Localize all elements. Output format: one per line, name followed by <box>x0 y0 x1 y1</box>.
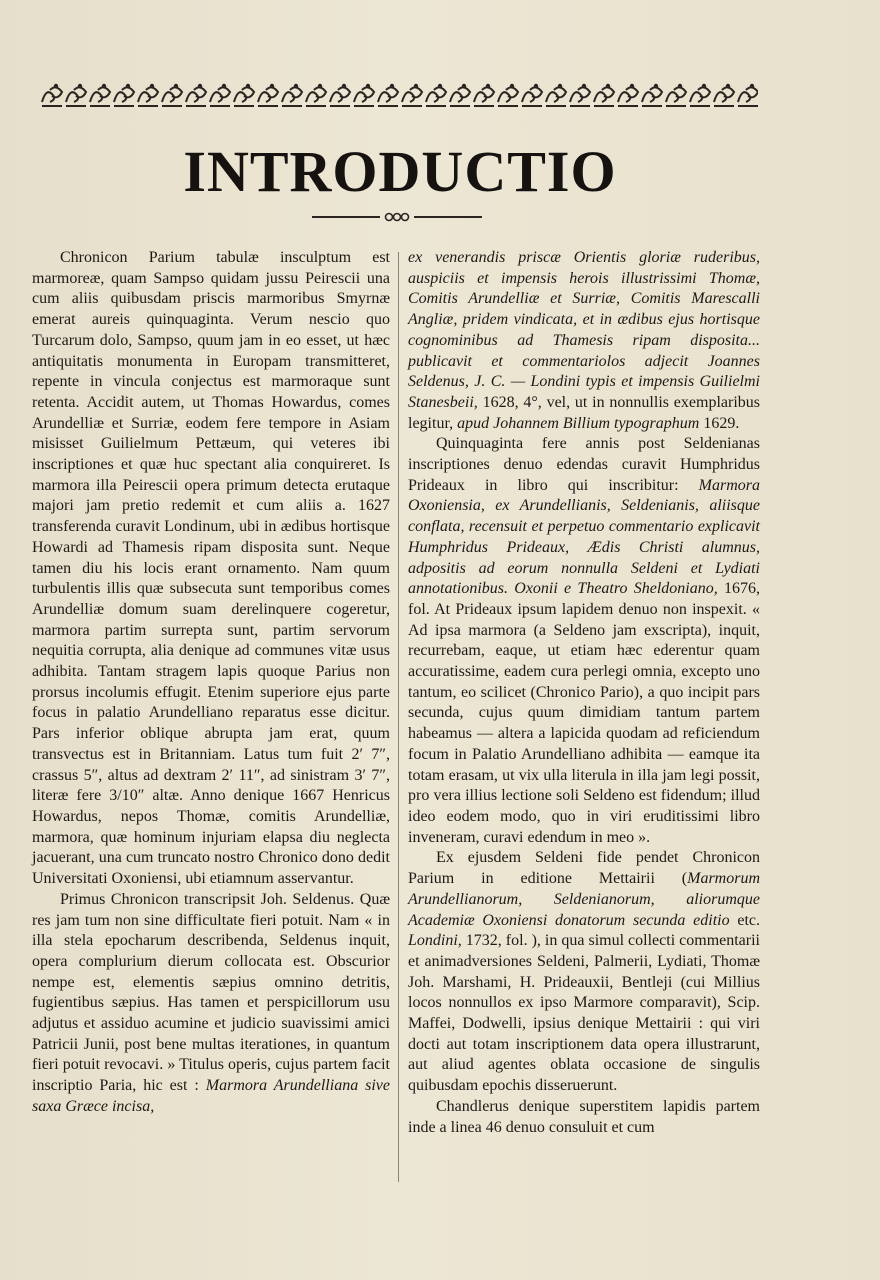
ornament-dot <box>246 84 250 88</box>
paragraph-3-text-a: 1628, 4°, vel, ut in nonnullis exemplaribus legitur, <box>408 393 760 432</box>
ornament-dot <box>750 84 754 88</box>
paragraph-1: Chronicon Parium tabulæ insculptum est marmoreæ, quam Sampso quidam jussu Peirescii una cum aliis quibusdam priscis marmoribus Smyrnæ emerat aureis quinquaginta. Verum nescio quo Turcarum dolo, Sampso, quum jam in eo esset, ut hæc antiquitatis monumenta in Europam transmitteret, repente in vincula conjectus est marmoraque sunt retenta. Accidit autem, ut Thomas Howardus, comes Arundelliæ et Surriæ, eodem fere tempore in Asiam misisset Guilielmum Pettæum, qui veteres ibi inscriptiones et quæ huc spectant alia conquireret. Is marmora illa Peirescii opera primum detecta erutaque majori jam pretio redemit et cum aliis a. 1627 transferenda curavit Londinum, ubi in ædibus hortisque Howardi ad Thamesis ripam disposita sunt. Neque tamen diu his locis erant ornamento. Nam quum turbulentis illis quæ subsecuta sunt temporibus comes Arundelliæ domum suam derelinquere cogeretur, marmora partim surrepta sunt, partim servorum nequitia corrupta, alia denique ad communes vitæ usus adhibita. Tantam stragem lapis quoque Parius non prorsus incolumis effugit. Etenim superiore ejus parte focus in palatio Arundelliano reparatus esse dicitur. Pars inferior oblique abrupta jam erat, quum transvectus est in Britanniam. Latus tum fuit 2′ 7″, crassus 5″, altus ad dextram 2′ 11″, ad sinistram 3′ 7″, literæ fere 3/10″ altæ. Anno denique 1667 Henricus Howardus, nepos Thomæ, comitis Arundelliæ, marmora, quæ hominum injuriam elapsa diu neglecta jacuerant, una cum truncato nostro Chronico dono dedit Universitati Oxoniensi, ubi etiamnum asservantur. <box>32 249 390 888</box>
ornament-scroll <box>90 87 110 106</box>
ornament-dot <box>150 84 154 88</box>
ornament-dot <box>438 84 442 88</box>
paragraph-5-text-b: etc. <box>729 911 760 929</box>
paragraph-2 <box>32 890 390 1118</box>
ornament-dot <box>414 84 418 88</box>
paragraph-2-italic: Marmora Arundelliana sive saxa Græce incisa, <box>32 1077 390 1115</box>
ornament-scroll <box>354 87 374 106</box>
ornament-scroll <box>426 87 446 106</box>
ornament-scroll <box>402 87 422 106</box>
ornament-dot <box>366 84 370 88</box>
ornament-scroll <box>546 87 566 106</box>
ornament-dot <box>102 84 106 88</box>
ornament-scroll <box>594 87 614 106</box>
paragraph-5-text-a: Ex ejusdem Seldeni fide pendet Chronicon Parium in editione Mettairii ( <box>408 849 760 888</box>
paragraph-5-italic-a: Marmorum Arundellianorum, Seldenianorum, aliorumque Academiæ Oxoniensi donatorum secunda editio <box>408 870 760 929</box>
ornament-scroll <box>234 87 254 106</box>
ornament-scroll <box>306 87 326 106</box>
ornament-scroll <box>642 87 662 106</box>
ornament-scroll <box>738 87 758 106</box>
left-column <box>32 248 390 1118</box>
ornament-scroll <box>282 87 302 106</box>
ornament-dot <box>270 84 274 88</box>
ornament-dot <box>582 84 586 88</box>
ornament-dot <box>54 84 58 88</box>
ornament-scroll <box>42 87 62 106</box>
ornament-dot <box>726 84 730 88</box>
paragraph-5-italic-b: Londini, <box>408 932 462 950</box>
ornament-scroll <box>258 87 278 106</box>
paragraph-5-text-c: 1732, fol. ), in qua simul collecti commentarii et animadversiones Seldeni, Palmerii, Lydiati, Thomæ Joh. Marshami, H. Prideauxii, Bentleji (cui Millius locos nonnullos ex ipso Marmore comparavit), Scip. Maffei, Dodwelli, ipsius denique Mettairii : qui viri docti aut totam inscriptionem data opera illustrarunt, aut aliud agentes oblata occasione de singulis quibusdam epochis disseruerunt. <box>408 932 760 1095</box>
paragraph-2-text: Primus Chronicon transcripsit Joh. Seldenus. Quæ res jam tum non sine difficultate fieri potuit. Nam « in illa stela epocharum describenda, Seldenus inquit, opera complurium dierum collocata est. Obscurior nempe est, elementis sæpius omnino detritis, fugientibus sæpius. Has tamen et perspicillorum usu adjutus et assiduo acumine et judicio suavissimi amici Patricii Junii, post bene multas iterationes, in quantum fieri potuit revocavi. » Titulus operis, cujus partem facit inscriptio Paria, hic est : <box>32 890 390 1095</box>
paragraph-5 <box>408 848 760 1096</box>
paragraph-3-text-b: 1629. <box>699 414 740 432</box>
paragraph-4-text-a: Quinquaginta fere annis post Seldenianas inscriptiones denuo edendas curavit Humphridus Prideaux in libro qui inscribitur: <box>408 435 760 494</box>
ornament-dot <box>174 84 178 88</box>
ornament-dot <box>606 84 610 88</box>
ornament-dot <box>318 84 322 88</box>
ornament-scroll <box>210 87 230 106</box>
ornament-dot <box>558 84 562 88</box>
ornament-dot <box>510 84 514 88</box>
ornament-scroll <box>714 87 734 106</box>
paragraph-6: Chandlerus denique superstitem lapidis partem inde a linea 46 denuo consuluit et cum <box>408 1097 760 1136</box>
ornament-dot <box>702 84 706 88</box>
paragraph-4 <box>408 434 760 848</box>
right-column <box>408 248 760 1138</box>
paragraph-4-italic: Marmora Oxoniensia, ex Arundellianis, Seldenianis, aliisque conflata, recensuit et perpetuo commentario explicavit Humphridus Prideaux, Ædis Christi alumnus, adpositis ad eorum nonnulla Seldeni et Lydiati annotationibus. Oxonii e Theatro Sheldoniano, <box>408 476 760 598</box>
ornament-dot <box>342 84 346 88</box>
ornament-dot <box>222 84 226 88</box>
ornament-scroll <box>66 87 86 106</box>
paragraph-3-italic-b: apud Johannem Billium typographum <box>457 414 700 432</box>
ornament-dot <box>486 84 490 88</box>
column-divider <box>398 252 399 1182</box>
ornament-scroll <box>450 87 470 106</box>
paragraph-3 <box>408 248 760 434</box>
ornament-dot <box>126 84 130 88</box>
ornament-scroll <box>474 87 494 106</box>
ornament-dot <box>294 84 298 88</box>
ornament-dot <box>198 84 202 88</box>
ornament-scroll <box>378 87 398 106</box>
ornament-dot <box>462 84 466 88</box>
header-ornament <box>38 80 758 110</box>
ornament-scroll <box>186 87 206 106</box>
ornament-dot <box>534 84 538 88</box>
paragraph-4-text-b: 1676, fol. At Prideaux ipsum lapidem denuo non inspexit. « Ad ipsa marmora (a Seldeno jam exscripta), inquit, recurrebam, eaque, ut etiam hæc ederentur quam accuratissime, eadem cura perlegi omnia, excepto uno tantum, eo scilicet (Chronico Pario), a quo incipit pars secunda, cujus quum dimidiam tantum partem habeamus — altera a lapicida quodam ad reficiendum focum in Palatio Arundelliano adhibita — eamque ita totam erasam, ut vix ulla literula in illa jam legi possit, pro vera illius lectione soli Seldeno est fidendum; illud ideo eodem modo, quo in viri eruditissimi libro inveneram, curavi edendum in meo ». <box>408 580 761 846</box>
ornament-scroll <box>162 87 182 106</box>
ornament-scroll <box>666 87 686 106</box>
ornament-scroll <box>330 87 350 106</box>
ornament-dot <box>630 84 634 88</box>
ornament-dot <box>78 84 82 88</box>
paragraph-3-italic-a: ex venerandis priscæ Orientis gloriæ ruderibus, auspiciis et impensis herois illustrissimi Thomæ, Comitis Arundelliæ et Surriæ, Comitis Marescalli Angliæ, pridem vindicata, et in ædibus ejus hortisque cognominibus ad Thamesis ripam disposita... publicavit et commentariolos adjecit Joannes Seldenus, J. C. — Londini typis et impensis Guilielmi Stanesbeii, <box>408 249 760 411</box>
ornament-dot <box>654 84 658 88</box>
ornament-scroll <box>114 87 134 106</box>
title-rule-ornament <box>312 210 482 224</box>
ornament-scroll <box>522 87 542 106</box>
ornament-scroll <box>498 87 518 106</box>
ornament-dot <box>678 84 682 88</box>
ornament-scroll <box>618 87 638 106</box>
ornament-scroll <box>570 87 590 106</box>
ornament-scroll <box>690 87 710 106</box>
ornament-scroll <box>138 87 158 106</box>
page-title: INTRODUCTIO <box>183 139 617 204</box>
ornament-dot <box>390 84 394 88</box>
